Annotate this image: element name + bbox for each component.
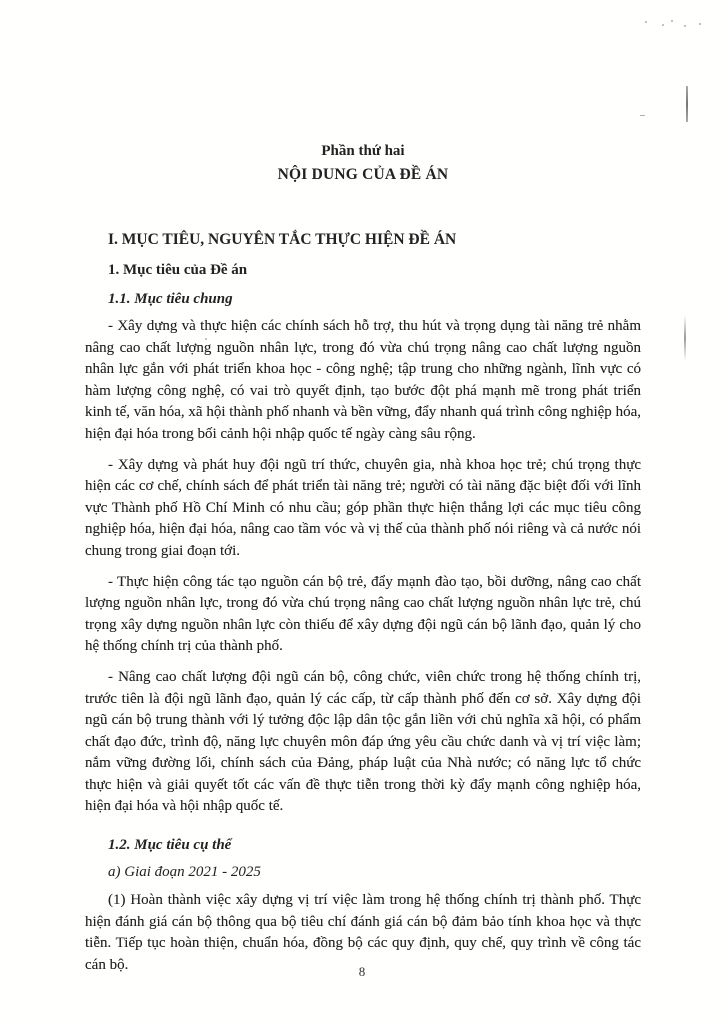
spacer xyxy=(85,827,641,835)
document-title: NỘI DUNG CỦA ĐỀ ÁN xyxy=(277,166,449,183)
heading-sub-1-1: 1.1. Mục tiêu chung xyxy=(108,291,233,307)
scan-artifact-speck xyxy=(645,21,647,23)
heading-sub-1-2: 1.2. Mục tiêu cụ thể xyxy=(108,837,232,854)
page-number: 8 xyxy=(358,964,366,979)
part-label: Phần thứ hai xyxy=(321,143,405,159)
paragraph-general-goal-1: - Xây dựng và thực hiện các chính sách hỗ trợ, thu hút và trọng dụng tài năng trẻ nhằm nâng cao chất lượng nguồn nhân lực, trong đó vừa chú trọng nâng cao chất lượng nguồn nhân lực gắn với phát triển khoa học - công nghệ; tập trung cho những ngành, lĩnh vực có hàm lượng công nghệ, có vai trò quyết định, tạo bước đột phá mạnh mẽ trong phát triển kinh tế, văn hóa, xã hội thành phố nhanh và bền vững, đẩy nhanh quá trình công nghiệp hóa, hiện đại hóa trong bối cảnh hội nhập quốc tế ngày càng sâu rộng. xyxy=(85,318,641,442)
heading-sub-1: 1. Mục tiêu của Đề án xyxy=(108,262,248,278)
scan-artifact-line xyxy=(686,86,688,122)
document-content xyxy=(85,140,641,985)
scan-artifact-speck xyxy=(662,24,664,26)
paragraph-general-goal-3: - Thực hiện công tác tạo nguồn cán bộ trẻ, đẩy mạnh đào tạo, bồi dưỡng, nâng cao chất lượng nguồn nhân lực, trong đó vừa chú trọng nâng cao chất lượng nguồn nhân lực trẻ, chú trọng xây dựng nguồn nhân lực còn thiếu để xây dựng đội ngũ cán bộ lãnh đạo, quản lý cho hệ thống chính trị của thành phố. xyxy=(85,573,641,655)
scan-artifact-speck xyxy=(671,20,673,22)
scan-artifact-line xyxy=(684,315,686,361)
scan-artifact-speck xyxy=(684,25,686,27)
scan-artifact-speck xyxy=(699,23,701,25)
heading-stage-a: a) Giai đoạn 2021 - 2025 xyxy=(108,864,261,881)
paragraph-general-goal-4: - Nâng cao chất lượng đội ngũ cán bộ, công chức, viên chức trong hệ thống chính trị, trước tiên là đội ngũ lãnh đạo, quản lý các cấp, từ cấp thành phố đến cơ sở. Xây dựng đội ngũ cán bộ trung thành với lý tưởng độc lập dân tộc gắn liền với chủ nghĩa xã hội, có phẩm chất đạo đức, trình độ, năng lực chuyên môn đáp ứng yêu cầu chức danh và vị trí việc làm; nắm vững đường lối, chính sách của Đảng, pháp luật của Nhà nước; có năng lực tổ chức thực hiện và giải quyết tốt các vấn đề thực tiễn trong thời kỳ đẩy mạnh công nghiệp hóa, hiện đại hóa và hội nhập quốc tế. xyxy=(85,668,641,815)
paragraph-specific-goal-1: (1) Hoàn thành việc xây dựng vị trí việc làm trong hệ thống chính trị thành phố. Thực hiện đánh giá cán bộ thông qua bộ tiêu chí đánh giá cán bộ đảm bảo tính khoa học và thực tiễn. Tiếp tục hoàn thiện, chuẩn hóa, đồng bộ các quy định, quy chế, quy trình về công tác cán bộ. xyxy=(85,892,641,973)
heading-section-i: I. MỤC TIÊU, NGUYÊN TẮC THỰC HIỆN ĐỀ ÁN xyxy=(108,231,457,248)
scan-artifact-speck xyxy=(205,338,207,340)
scan-artifact-speck xyxy=(640,115,645,116)
paragraph-general-goal-2: - Xây dựng và phát huy đội ngũ trí thức, chuyên gia, nhà khoa học trẻ; chú trọng thực hiện các cơ chế, chính sách để phát triển tài năng trẻ; người có tài năng đặc biệt đối với lĩnh vực Thành phố Hồ Chí Minh có nhu cầu; góp phần thực hiện thắng lợi các mục tiêu công nghiệp hóa, hiện đại hóa, nâng cao tầm vóc và vị thế của thành phố nói riêng và cả nước nói chung trong giai đoạn tới. xyxy=(85,456,641,559)
